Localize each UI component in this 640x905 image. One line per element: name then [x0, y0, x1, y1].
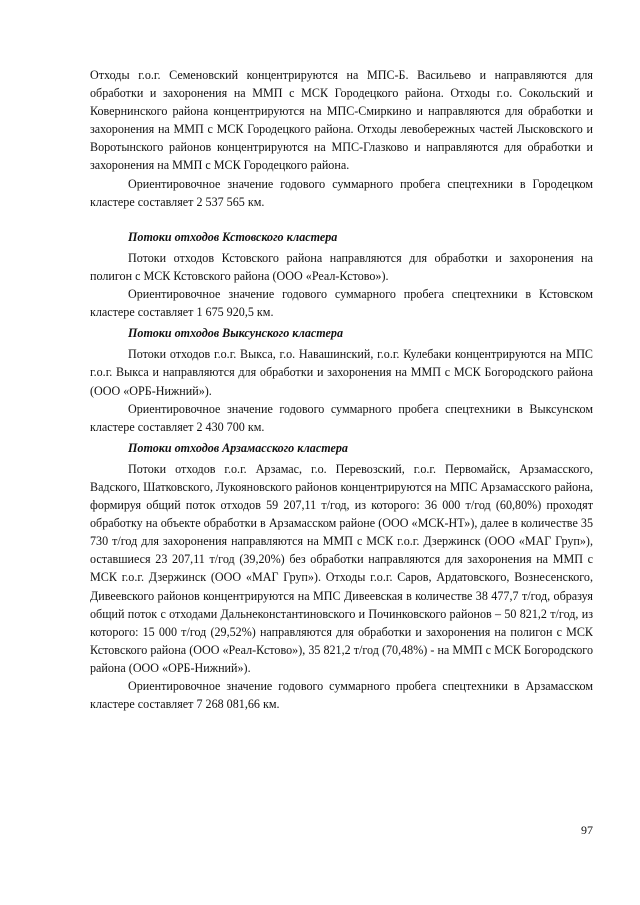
- intro-paragraph-2: Ориентировочное значение годового суммарного пробега спецтехники в Городецком кластере составляет 2 537 565 км.: [90, 176, 593, 209]
- page-number: 97: [581, 823, 593, 837]
- vyksa-heading: Потоки отходов Выксунского кластера: [128, 326, 343, 341]
- vyksa-paragraph-1: Потоки отходов г.о.г. Выкса, г.о. Навашинский, г.о.г. Кулебаки концентрируются на МПС г.о.г. Выкса и направляются для обработки и захоронения на ММП с МСК Богородского района (ООО «ОРБ-Нижний»).: [90, 347, 593, 398]
- vyksa-paragraph-2: Ориентировочное значение годового суммарного пробега спецтехники в Выксунском кластере составляет 2 430 700 км.: [90, 401, 593, 434]
- kstovo-heading: Потоки отходов Кстовского кластера: [128, 229, 338, 244]
- arzamas-heading: Потоки отходов Арзамасского кластера: [128, 440, 348, 455]
- kstovo-paragraph-2: Ориентировочное значение годового суммарного пробега спецтехники в Кстовском кластере составляет 1 675 920,5 км.: [90, 287, 593, 320]
- kstovo-paragraph-1: Потоки отходов Кстовского района направляются для обработки и захоронения на полигон с МСК Кстовского района (ООО «Реал-Кстово»).: [90, 250, 593, 283]
- intro-paragraph-1: Отходы г.о.г. Семеновский концентрируются на МПС-Б. Васильево и направляются для обработки и захоронения на ММП с МСК Городецкого района. Отходы г.о. Сокольский и Ковернинского района концентрируются на МПС-Смиркино и направляются для обработки и захоронения на ММП с МСК Городецкого района. Отходы левобережных частей Лысковского и Воротынского районов концентрируются на МПС-Глазково и направляются для обработки и захоронения на ММП с МСК Городецкого района.: [90, 68, 593, 173]
- arzamas-paragraph-2: Ориентировочное значение годового суммарного пробега спецтехники в Арзамасском кластере составляет 7 268 081,66 км.: [90, 679, 593, 712]
- arzamas-paragraph-1: Потоки отходов г.о.г. Арзамас, г.о. Перевозский, г.о.г. Первомайск, Арзамасского, Вадского, Шатковского, Лукояновского районов концентрируются на МПС Арзамасского района, формируя общий поток отходов 59 207,11 т/год, из которого: 36 000 т/год (60,80%) проходят обработку на объекте обработки в Арзамасском районе (ООО «МСК-НТ»), далее в количестве 35 730 т/год для захоронения направляются на ММП с МСК г.о.г. Дзержинск (ООО «МАГ Груп»), оставшиеся 23 207,11 т/год (39,20%) без обработки направляются для захоронения на ММП с МСК г.о.г. Дзержинск (ООО «МАГ Груп»). Отходы г.о.г. Саров, Ардатовского, Вознесенского, Дивеевского районов концентрируются на МПС Дивеевская в количестве 38 477,7 т/год, образуя общий поток с отходами Дальнеконстантиновского и Починковского районов – 50 821,2 т/год, из которого: 15 000 т/год (29,52%) направляются для обработки и захоронения на полигон с МСК Кстовского района (ООО «Реал-Кстово»), 35 821,2 т/год (70,48%) - на ММП с МСК Богородского района (ООО «ОРБ-Нижний»).: [90, 461, 593, 675]
